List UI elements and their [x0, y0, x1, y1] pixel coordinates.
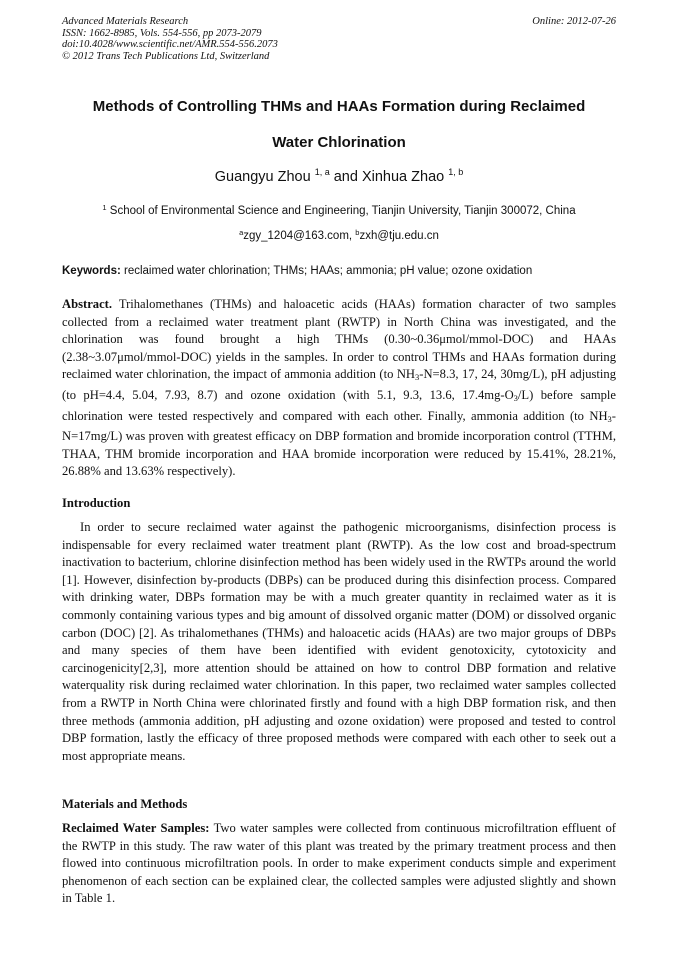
abstract-sub-2: 3: [513, 392, 518, 403]
author-2: and Xinhua Zhao: [329, 169, 449, 185]
materials-heading: Materials and Methods: [62, 797, 188, 811]
issn-line: ISSN: 1662-8985, Vols. 554-556, pp 2073-2079: [62, 27, 262, 39]
email-a[interactable]: zgy_1204@163.com,: [243, 230, 356, 242]
journal-name: Advanced Materials Research: [62, 16, 189, 27]
materials-paragraph: [62, 820, 616, 908]
samples-label: Reclaimed Water Samples:: [62, 821, 210, 835]
email-b-marker: b: [355, 228, 360, 237]
title-line-2: Water Chlorination: [272, 134, 406, 151]
journal-header: [62, 16, 616, 62]
affiliation-text: School of Environmental Science and Engineering, Tianjin University, Tianjin 300072, China: [106, 205, 576, 217]
abstract-text-4: -N=17mg/L) was proven with greatest efficacy on DBP formation and bromide incorporation control (TTHM, THAA, THM bromide incorporation and HAA bromide incorporation were reduced by 15.41%, 28.21%, 26.88% and 13.63% respectively).: [62, 408, 616, 479]
abstract-text-2: -N=8.3, 17, 24, 30mg/L), pH adjusting (to pH=4.4, 5.04, 7.93, 8.7) and ozone oxidation (with 5.1, 9.3, 13.6, 17.4mg-O: [62, 367, 617, 402]
online-date: Online: 2012-07-26: [532, 16, 616, 27]
abstract-text-1: Trihalomethanes (THMs) and haloacetic acids (HAAs) formation character of two samples collected from a reclaimed water treatment plant (RWTP) in North China was investigated, and the chlorination was found brought a high THMs (0.30~0.36μmol/mmol-DOC) and HAAs (2.38~3.07μmol/mmol-DOC) yields in the samples. In order to control THMs and HAAs formation during reclaimed water chlorination, the impact of ammonia addition (to NH: [62, 297, 616, 382]
title-line-1: Methods of Controlling THMs and HAAs Formation during Reclaimed: [92, 98, 586, 115]
email-a-marker: a: [239, 228, 244, 237]
author-1: Guangyu Zhou: [214, 169, 315, 185]
keywords-text: reclaimed water chlorination; THMs; HAAs; ammonia; pH value; ozone oxidation: [120, 265, 533, 277]
copyright-line: © 2012 Trans Tech Publications Ltd, Switzerland: [62, 50, 270, 62]
affiliation: [62, 203, 616, 217]
author-2-affiliation: 1, b: [448, 167, 464, 177]
affiliation-marker: 1: [102, 203, 107, 212]
samples-text: Two water samples were collected from continuous microfiltration effluent of the RWTP in this study. The raw water of this plant was treated by the primary treatment process and then flowed into continuous microfiltration pools. In order to make experiment conducts simple and experiment phenomenon of each section can be explained clear, the collected samples were adjusted slightly and shown in Table 1.: [62, 821, 616, 906]
abstract-label: Abstract.: [62, 297, 113, 311]
author-line: [62, 167, 616, 185]
keywords-label: Keywords:: [62, 265, 121, 277]
paper-title: [62, 89, 616, 161]
author-1-affiliation: 1, a: [314, 167, 330, 177]
abstract: [62, 296, 616, 481]
introduction-heading: Introduction: [62, 496, 131, 510]
email-line: [62, 228, 616, 242]
abstract-text-3: /L) before sample chlorination were tested respectively and compared with each other. Finally, ammonia addition (to NH: [62, 387, 617, 423]
doi-line: doi:10.4028/www.scientific.net/AMR.554-556.2073: [62, 39, 278, 51]
abstract-sub-3: 3: [607, 413, 612, 424]
email-b[interactable]: zxh@tju.edu.cn: [359, 230, 439, 242]
keywords: [62, 265, 616, 277]
abstract-sub-1: 3: [415, 372, 420, 383]
introduction-text: In order to secure reclaimed water against the pathogenic microorganisms, disinfection process is indispensable for every reclaimed water treatment plant (RWTP). As the low cost and broad-spectrum inactivation to bacterium, chlorine disinfection method has been widely used in the RWTPs around the world [1]. However, disinfection by-products (DBPs) can be produced during this disinfection process. Compared with drinking water, DBPs formation may be with a much greater quantity in reclaimed water as it is commonly containing various types and big amount of dissolved organic matter (DOM) or dissolved organic carbon (DOC) [2]. As trihalomethanes (THMs) and haloacetic acids (HAAs) are two major groups of DBPs and many species of them have been identified with evident genotoxicity, cytotoxicity and carcinogenicity[2,3], more attention should be attained on how to control DBP formation and relative waterquality risk during reclaimed water chlorination. In this paper, two reclaimed water samples collected from a RWTP in North China were chlorinated firstly and found with a high DBP formation risk, and then three methods (ammonia addition, pH adjusting and ozone oxidation) were proposed and tested to control DBP formation, lastly the efficacy of three proposed methods were compared with each other to seek out a most appropriate means.: [62, 520, 616, 763]
